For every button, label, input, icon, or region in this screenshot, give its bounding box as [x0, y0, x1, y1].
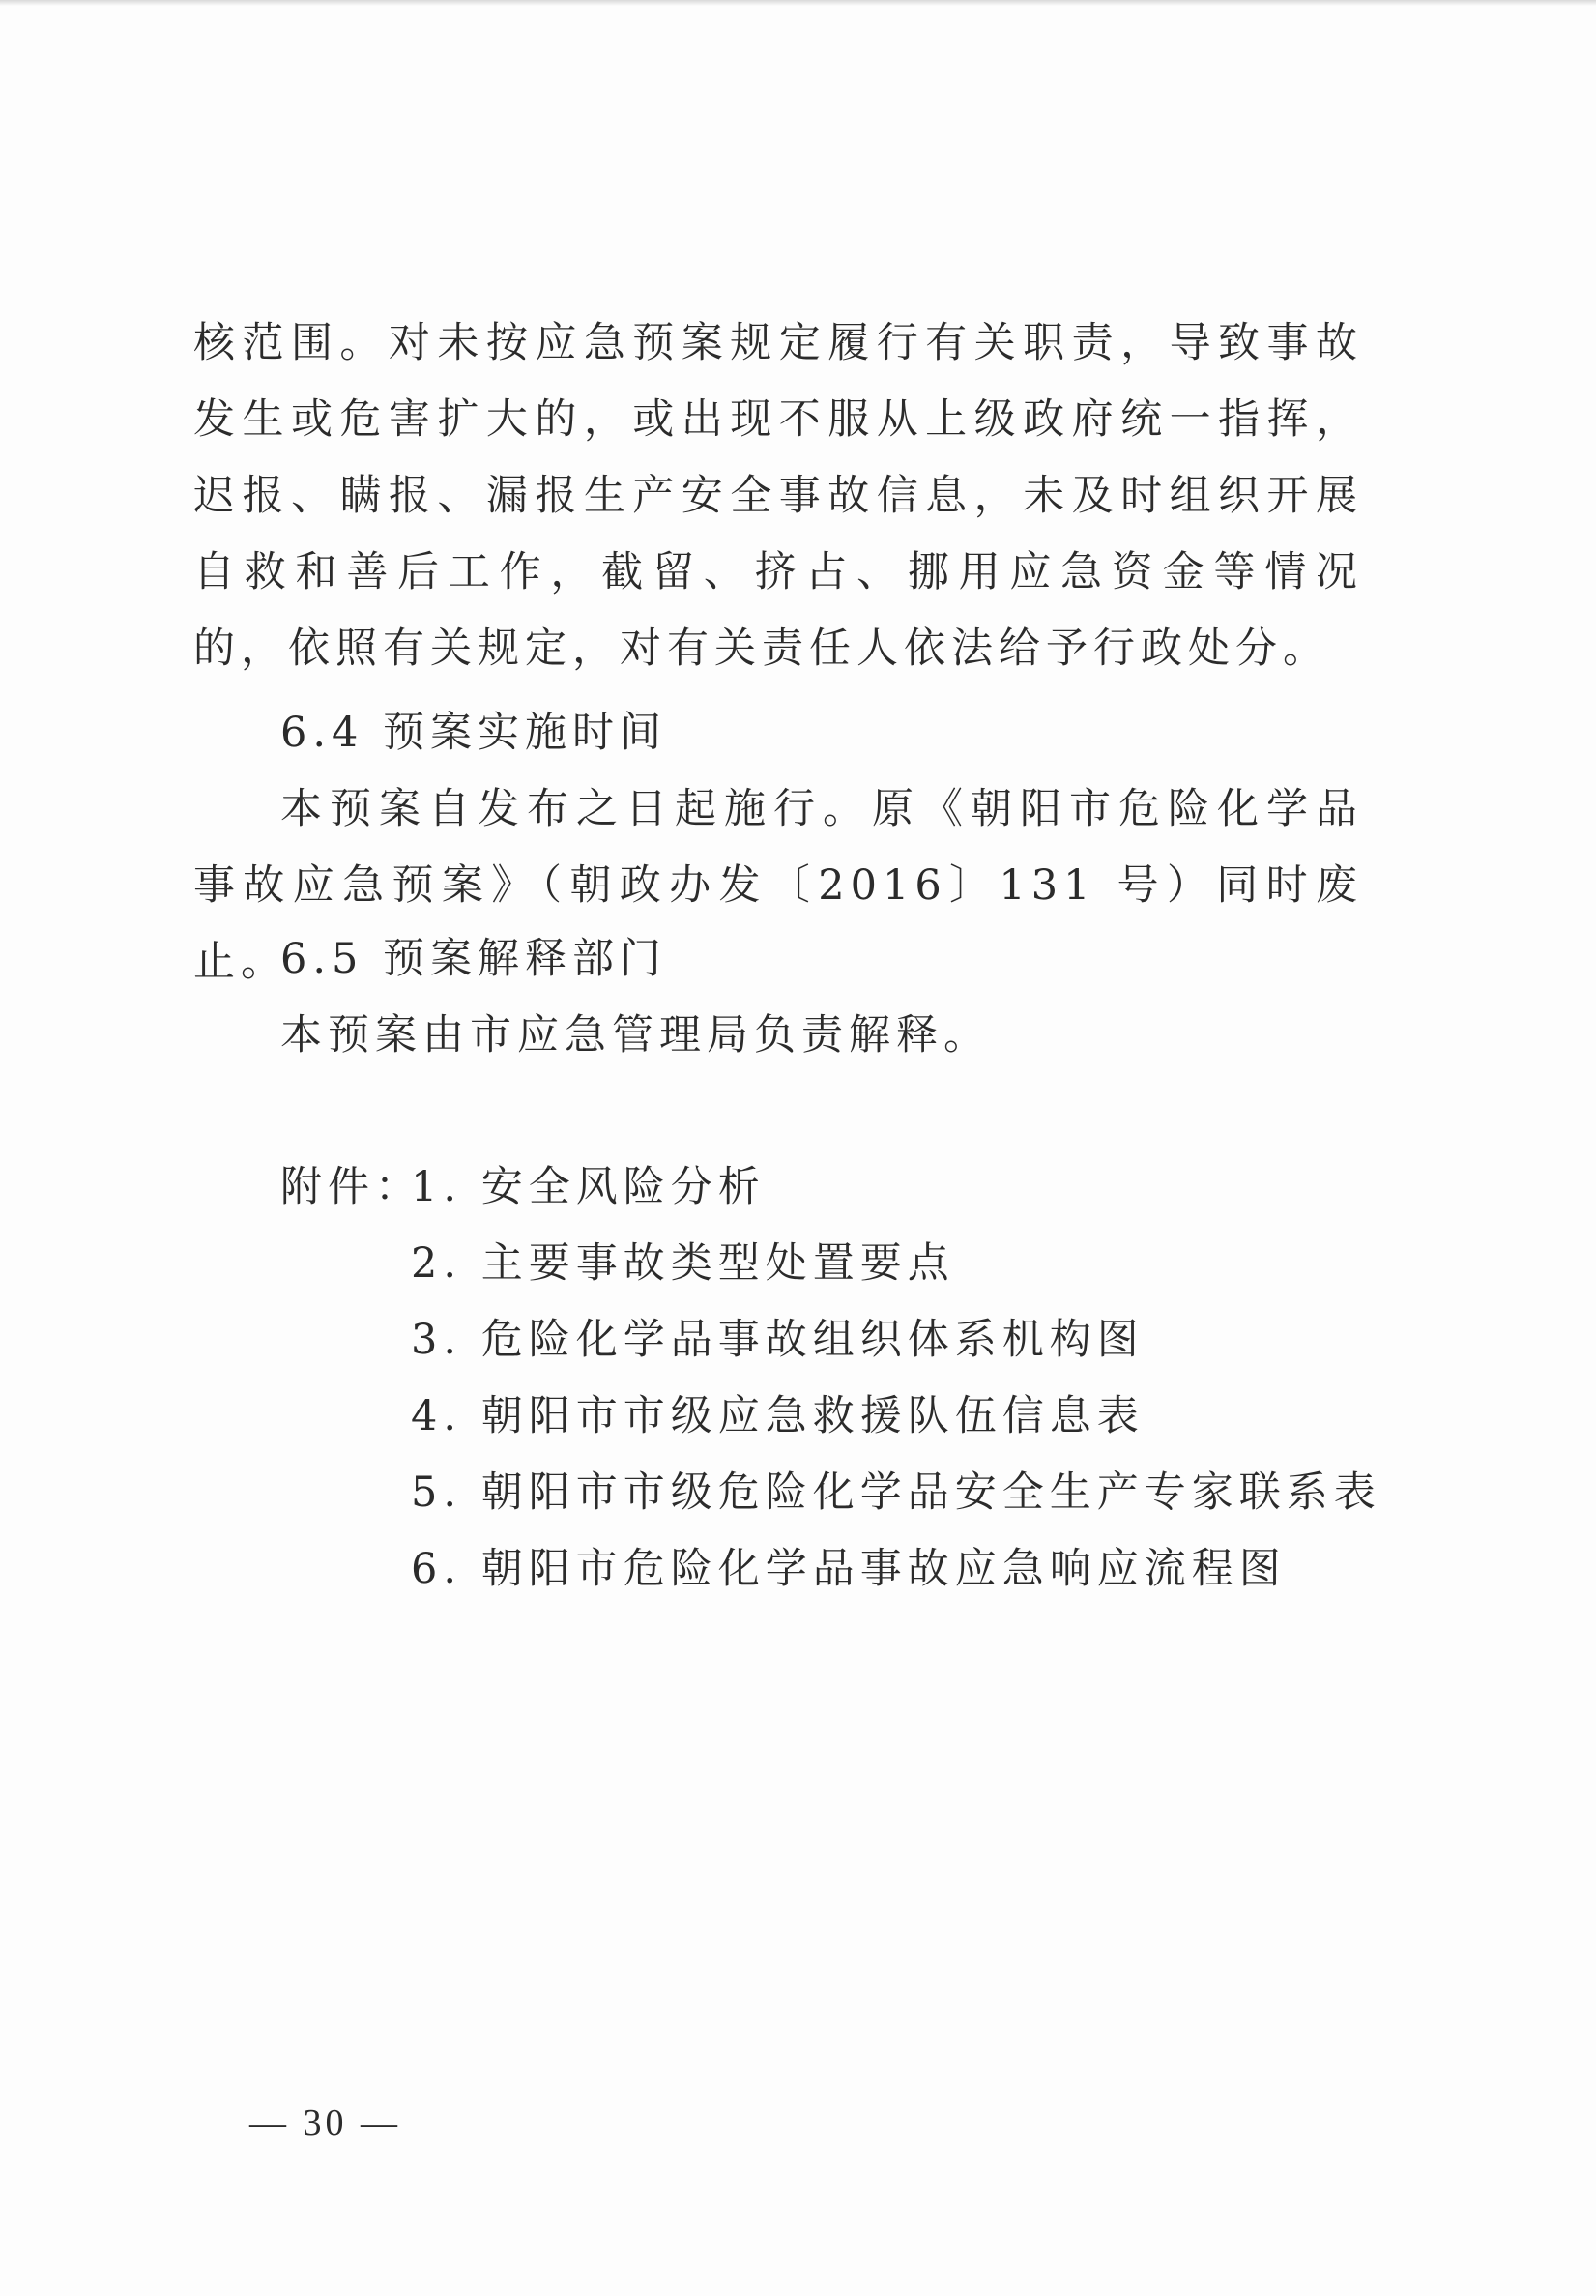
attachment-item: 6. 朝阳市危险化学品事故应急响应流程图: [411, 1545, 1287, 1593]
paragraph-responsibility: 核范围。对未按应急预案规定履行有关职责，导致事故发生或危害扩大的，或出现不服从上级政府统一指挥，迟报、瞒报、漏报生产安全事故信息，未及时组织开展自救和善后工作，截留、挤占、挪用应急资金等情况的，依照有关规定，对有关责任人依法给予行政处分。: [193, 319, 1363, 673]
attachments-label: 附件：: [280, 1163, 422, 1211]
paragraph-interpretation: 本预案由市应急管理局负责解释。: [280, 1011, 991, 1060]
section-heading-6-5: 6.5 预案解释部门: [280, 935, 668, 983]
page-number: — 30 —: [249, 2103, 401, 2143]
attachment-item: 4. 朝阳市市级应急救援队伍信息表: [411, 1392, 1145, 1440]
attachment-item: 2. 主要事故类型处置要点: [411, 1239, 955, 1288]
attachment-item: 1. 安全风险分析: [411, 1163, 766, 1211]
section-heading-6-4: 6.4 预案实施时间: [280, 709, 668, 757]
scan-edge: [0, 0, 1596, 6]
paragraph-effective-date: 本预案自发布之日起施行。原《朝阳市危险化学品事故应急预案》（朝政办发〔2016〕131 号）同时废止。: [193, 785, 1363, 986]
attachment-item: 5. 朝阳市市级危险化学品安全生产专家联系表: [411, 1468, 1381, 1517]
attachment-item: 3. 危险化学品事故组织体系机构图: [411, 1316, 1145, 1364]
